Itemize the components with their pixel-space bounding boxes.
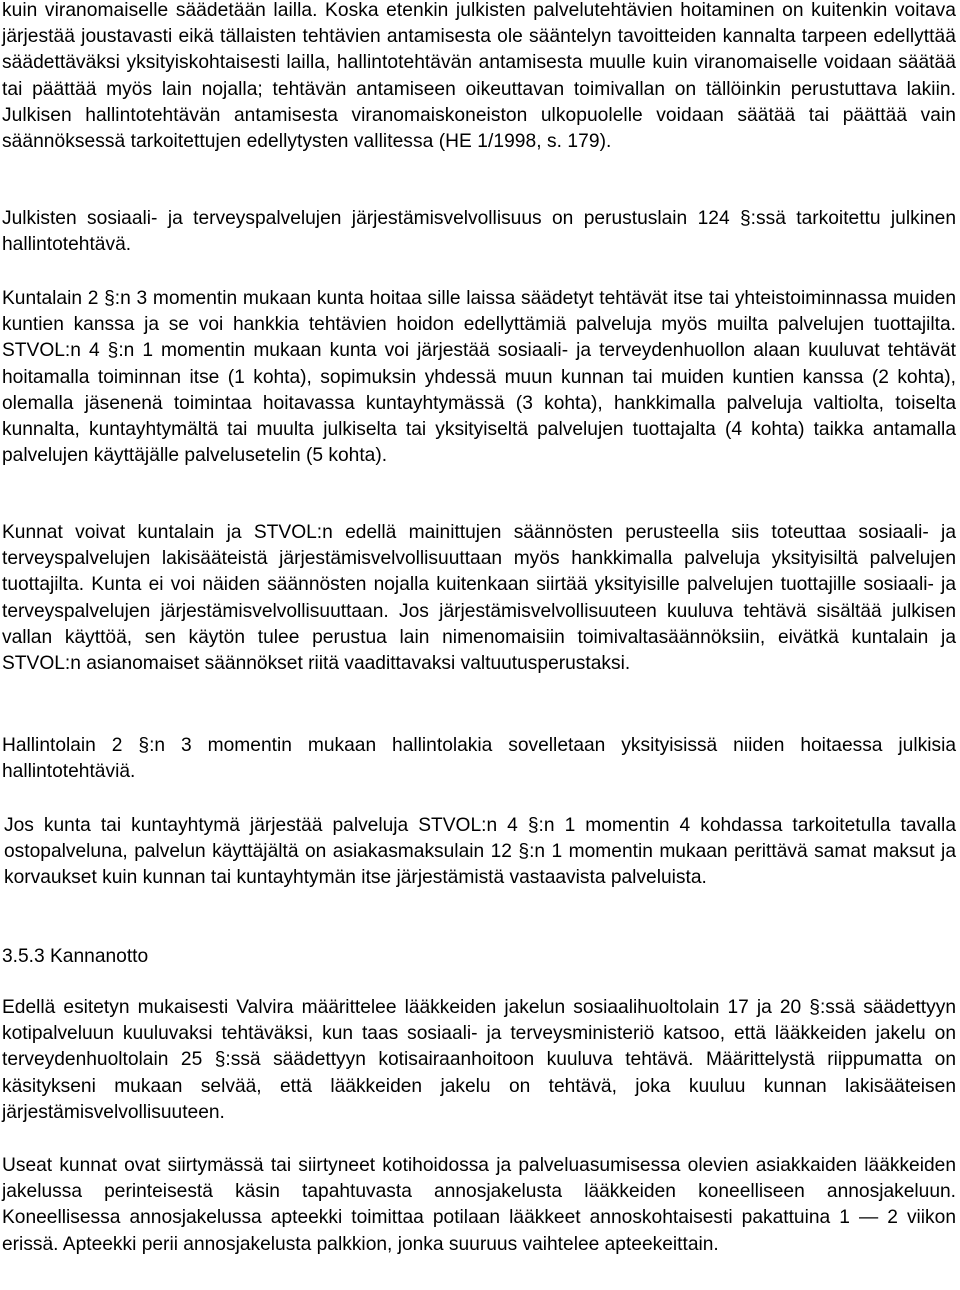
paragraph-purchased-services: Jos kunta tai kuntayhtymä järjestää palveluja STVOL:n 4 §:n 1 momentin 4 kohdassa tarkoitetulla tavalla ostopalveluna, palvelun käyttäjältä on asiakasmaksulain 12 §:n 1 momentin mukaan perittävä samat maksut ja korvaukset kuin kunnan tai kuntayhtymän itse järjestämistä vastaavista palveluista. (4, 815, 956, 889)
paragraph-valvira-position: Edellä esitetyn mukaisesti Valvira määrittelee lääkkeiden jakelun sosiaalihuoltolain 17 ja 20 §:ssä säädettyyn kotipalveluun kuuluvaksi tehtäväksi, kun taas sosiaali- ja terveysministeriö katsoo, että lääkkeiden jakelu on terveydenhuoltolain 25 §:ssä säädettyyn kotisairaanhoitoon kuuluva tehtävä. Määrittelystä riippumatta on käsitykseni mukaan selvää, että lääkkeiden jakelu on tehtävä, joka kuuluu kunnan lakisääteisen järjestämisvelvollisuuteen. (2, 997, 956, 1123)
paragraph-organizing-obligation: Julkisten sosiaali- ja terveyspalvelujen järjestämisvelvollisuus on perustuslain 124 §:ssä tarkoitettu julkinen hallintotehtävä. (2, 208, 956, 256)
paragraph-administrative-procedure-act: Hallintolain 2 §:n 3 momentin mukaan hallintolakia sovelletaan yksityisissä niiden hoitaessa julkisia hallintotehtäviä. (2, 735, 956, 783)
paragraph-municipal-act: Kuntalain 2 §:n 3 momentin mukaan kunta hoitaa sille laissa säädetyt tehtävät itse tai yhteistoiminnassa muiden kuntien kanssa ja se voi hankkia tehtävien hoidon edellyttämiä palveluja myös muilta palvelujen tuottajilta. STVOL:n 4 §:n 1 momentin mukaan kunta voi järjestää sosiaali- ja terveydenhuollon alaan kuuluvat tehtävät hoitamalla toiminnan itse (1 kohta), sopimuksin yhdessä muun kunnan tai muiden kuntien kanssa (2 kohta), olemalla jäsenenä toimintaa hoitavassa kuntayhtymässä (3 kohta), hankkimalla palveluja valtiolta, toiselta kunnalta, kuntayhtymältä tai muulta julkiselta tai yksityiseltä palvelujen tuottajalta (4 kohta) taikka antamalla palvelujen käyttäjälle palvelusetelin (5 kohta). (2, 288, 956, 467)
paragraph-dose-dispensing: Useat kunnat ovat siirtymässä tai siirtyneet kotihoidossa ja palveluasumisessa olevien asiakkaiden lääkkeiden jakelussa perinteisestä käsin tapahtuvasta annosjakelusta lääkkeiden koneelliseen annosjakeluun. Koneellisessa annosjakelussa apteekki toimittaa potilaan lääkkeet annoskohtaisesti pakattuina 1 — 2 viikon erissä. Apteekki perii annosjakelusta palkkion, jonka suuruus vaihtelee apteekeittain. (2, 1155, 956, 1255)
section-heading: 3.5.3 Kannanotto (2, 946, 149, 967)
paragraph-delegation-of-tasks: kuin viranomaiselle säädetään lailla. Koska etenkin julkisten palvelutehtävien hoitaminen on kuitenkin voitava järjestää joustavasti eikä tällaisten tehtävien antamisesta ole sääntelyn tavoitteiden kannalta tarpeen edellyttää säädettäväksi yksityiskohtaisesti lailla, hallintotehtävän antamisesta muulle kuin viranomaiselle voidaan säätää tai päättää myös lain nojalla; tehtävän antamiseen oikeuttavan toimivallan on tällöinkin perustuttava lakiin. Julkisen hallintotehtävän antamisesta viranomaiskoneiston ulkopuolelle voidaan säätää tai päättää vain säännöksessä tarkoitettujen edellytysten vallitessa (HE 1/1998, s. 179). (2, 0, 956, 153)
paragraph-private-providers: Kunnat voivat kuntalain ja STVOL:n edellä mainittujen säännösten perusteella siis toteuttaa sosiaali- ja terveyspalvelujen lakisääteistä järjestämisvelvollisuuttaan myös hankkimalla palveluja yksityisiltä palvelujen tuottajilta. Kunta ei voi näiden säännösten nojalla kuitenkaan siirtää yksityisille palvelujen tuottajille sosiaali- ja terveyspalvelujen järjestämisvelvollisuuttaan. Jos järjestämisvelvollisuuteen kuuluva tehtävä sisältää julkisen vallan käyttöä, sen käytön tulee perustua lain nimenomaisiin toimivaltasäännöksiin, eivätkä kuntalain ja STVOL:n asianomaiset säännökset riitä vaadittavaksi valtuutusperustaksi. (2, 522, 956, 675)
